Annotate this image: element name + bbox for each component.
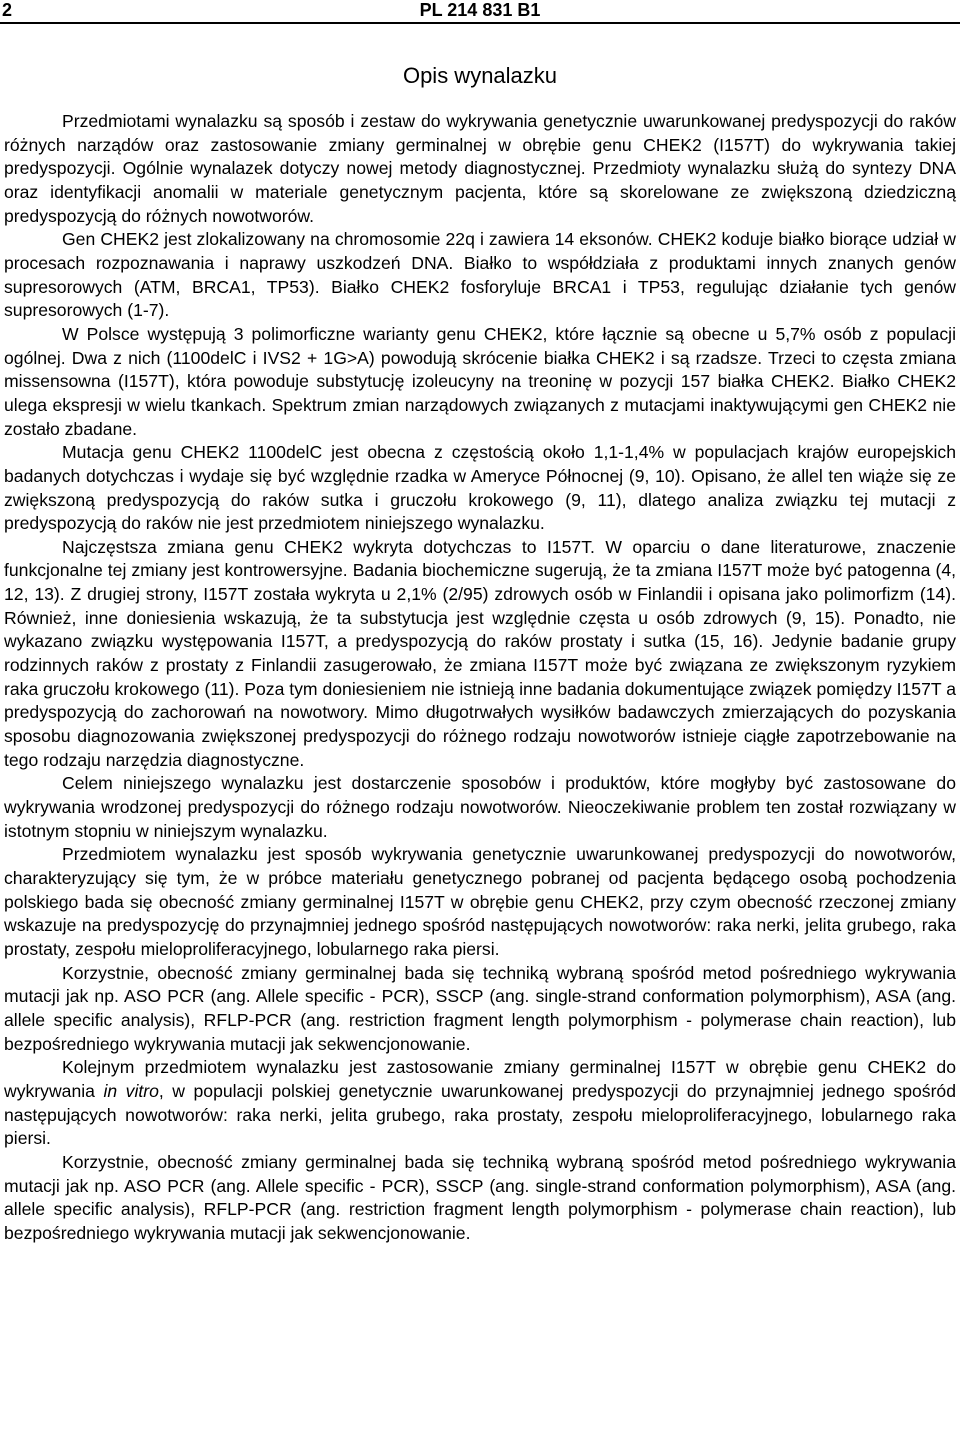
paragraph: Korzystnie, obecność zmiany germinalnej bada się techniką wybraną spośród metod pośredniego wykrywania mutacji jak np. ASO PCR (ang. Allele specific - PCR), SSCP (ang. single-strand conformation polymorphism), ASA (ang. allele specific analysis), RFLP-PCR (ang. restriction fragment length polymorphism - polymerase chain reaction), lub bezpośredniego wykrywania mutacji jak sekwencjonowanie. bbox=[4, 1151, 956, 1243]
paragraph: W Polsce występują 3 polimorficzne warianty genu CHEK2, które łącznie są obecne u 5,7% osób z populacji ogólnej. Dwa z nich (1100delC i IVS2 + 1G>A) powodują skrócenie białka CHEK2 i są rzadsze. Trzeci to częsta zmiana missensowna (I157T), która powoduje substytucję izoleucyny na treoninę w pozycji 157 białka CHEK2. Białko CHEK2 ulega ekspresji w wielu tkankach. Spektrum zmian narządowych związanych z mutacjami inaktywującymi gen CHEK2 nie zostało zbadane. bbox=[4, 323, 956, 439]
paragraph: Przedmiotami wynalazku są sposób i zestaw do wykrywania genetycznie uwarunkowanej predyspozycji do raków różnych narządów oraz zastosowanie zmiany germinalnej w obrębie genu CHEK2 (I157T) do wykrywania takiej predyspozycji. Ogólnie wynalazek dotyczy nowej metody diagnostycznej. Przedmioty wynalazku służą do syntezy DNA oraz identyfikacji anomalii w materiale genetycznym pacjenta, które są skorelowane ze zwiększoną dziedziczną predyspozycją do różnych nowotworów. bbox=[4, 111, 956, 226]
paragraph: Gen CHEK2 jest zlokalizowany na chromosomie 22q i zawiera 14 eksonów. CHEK2 koduje białko biorące udział w procesach rozpoznawania i naprawy uszkodzeń DNA. Białko to współdziała z produktami innych znanych genów supresorowych (ATM, BRCA1, TP53). Białko CHEK2 fosforyluje BRCA1 i TP53, regulując działanie tych genów supresorowych (1-7). bbox=[4, 229, 956, 321]
paragraph-text: , w populacji polskiej genetycznie uwarunkowanej predyspozycji do przynajmniej jednego spośród następujących nowotworów: raka nerki, jelita grubego, raka prostaty, zespołu mieloproliferacyjnego, lobularnego raka piersi. bbox=[4, 1080, 956, 1149]
document-body bbox=[4, 110, 956, 1246]
paragraph-text: Kolejnym przedmiotem wynalazku jest zastosowanie zmiany germinalnej I157T w obrębie genu CHEK2 do wykrywania bbox=[4, 1057, 956, 1101]
paragraph: Najczęstsza zmiana genu CHEK2 wykryta dotychczas to I157T. W oparciu o dane literaturowe, znaczenie funkcjonalne tej zmiany jest kontrowersyjne. Badania biochemiczne sugerują, że ta zmiana I157T może być patogenna (4, 12, 13). Z drugiej strony, I157T została wykryta u 2,1% (2/95) zdrowych osób w Finlandii i opisana jako polimorfizm (14). Również, inne doniesienia wskazują, że ta substytucja jest względnie częsta u osób zdrowych (9, 15). Ponadto, nie wykazano związku występowania I157T, a predyspozycją do raków prostaty i sutka (15, 16). Jedynie badanie grupy rodzinnych raków z prostaty z Finlandii zasugerowało, że zmiana I157T może być związana ze zwiększonym ryzykiem raka gruczołu krokowego (11). Poza tym doniesieniem nie istnieją inne badania dokumentujące związek pomiędzy I157T a predyspozycją do zachorowań na nowotwory. Mimo długotrwałych wysiłków badawczych zmierzających do pozyskania sposobu diagnozowania zwiększonej predyspozycji do różnego rodzaju nowotworów istnieje ciągłe zapotrzebowanie na tego rodzaju narzędzia diagnostyczne. bbox=[4, 536, 956, 770]
paragraph: Celem niniejszego wynalazku jest dostarczenie sposobów i produktów, które mogłyby być zastosowane do wykrywania wrodzonej predyspozycji do różnego rodzaju nowotworów. Nieoczekiwanie problem ten został rozwiązany w istotnym stopniu w niniejszym wynalazku. bbox=[4, 773, 956, 841]
page-number: 2 bbox=[2, 0, 13, 20]
paragraph: Przedmiotem wynalazku jest sposób wykrywania genetycznie uwarunkowanej predyspozycji do nowotworów, charakteryzujący się tym, że w próbce materiału genetycznego pobranej od pacjenta będącego osobą pochodzenia polskiego bada się obecność zmiany germinalnej I157T w obrębie genu CHEK2, przy czym obecność rzeczonej zmiany wskazuje na predyspozycję do przynajmniej jednego spośród następujących nowotworów: raka nerki, jelita grubego, raka prostaty, zespołu mieloproliferacyjnego, lobularnego raka piersi. bbox=[4, 844, 956, 959]
document-title: Opis wynalazku bbox=[402, 63, 558, 88]
page-header bbox=[0, 0, 960, 24]
patent-number: PL 214 831 B1 bbox=[419, 0, 541, 20]
paragraph-in-vitro bbox=[4, 1056, 956, 1151]
italic-term: in vitro bbox=[103, 1080, 159, 1101]
paragraph: Korzystnie, obecność zmiany germinalnej bada się techniką wybraną spośród metod pośredniego wykrywania mutacji jak np. ASO PCR (ang. Allele specific - PCR), SSCP (ang. single-strand conformation polymorphism), ASA (ang. allele specific analysis), RFLP-PCR (ang. restriction fragment length polymorphism - polymerase chain reaction), lub bezpośredniego wykrywania mutacji jak sekwencjonowanie. bbox=[4, 962, 956, 1054]
paragraph: Mutacja genu CHEK2 1100delC jest obecna z częstością około 1,1-1,4% w populacjach krajów europejskich badanych dotychczas i wydaje się być względnie rzadka w Ameryce Północnej (9, 10). Opisano, że allel ten wiąże się ze zwiększoną predyspozycją do raków sutka i gruczołu krokowego (9, 11), dlatego analiza związku tej mutacji z predyspozycją do raków nie jest przedmiotem niniejszego wynalazku. bbox=[4, 442, 956, 534]
